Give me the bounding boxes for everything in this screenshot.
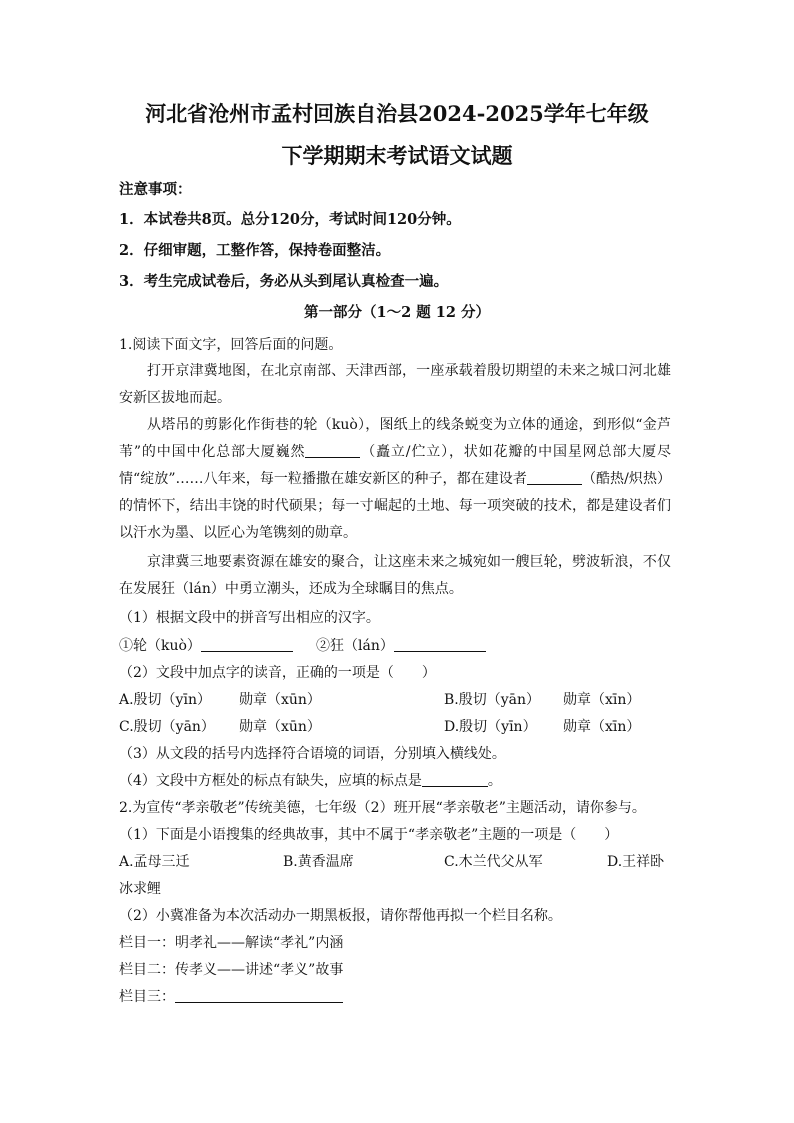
answer-blank[interactable]	[305, 443, 360, 458]
q1-option-b[interactable]: B.殷切（yān）	[444, 692, 541, 708]
q1-sub1-a	[119, 636, 293, 656]
answer-blank[interactable]	[175, 988, 343, 1003]
q1-sub4-text: （4）文段中方框处的标点有缺失，应填的标点是	[119, 773, 422, 789]
answer-blank[interactable]	[422, 772, 488, 787]
q1-sub3: （3）从文段的括号内选择符合语境的词语，分别填入横线处。	[119, 746, 506, 762]
q2-sub2: （2）小冀准备为本次活动办一期黑板报，请你帮他再拟一个栏目名称。	[119, 908, 562, 924]
q2-sub1: （1）下面是小语搜集的经典故事，其中不属于“孝亲敬老”主题的一项是（ ）	[119, 827, 619, 843]
answer-blank[interactable]	[394, 637, 486, 652]
notice-item: 1．本试卷共8页。总分120分，考试时间120分钟。	[119, 211, 461, 228]
q1-option-a[interactable]: A.殷切（yīn）	[119, 692, 211, 708]
notice-item: 2．仔细审题，工整作答，保持卷面整洁。	[119, 242, 391, 259]
q1-option-a-2: 勋章（xūn）	[239, 692, 321, 708]
q1-sub4-end: 。	[487, 773, 502, 789]
answer-blank[interactable]	[527, 470, 582, 485]
q1-option-b-2: 勋章（xīn）	[563, 692, 641, 708]
column-2: 栏目二：传孝义——讲述“孝义”故事	[119, 962, 344, 978]
section-heading: 第一部分（1～2 题 12 分）	[304, 304, 490, 321]
q1-paragraph-2	[119, 412, 671, 547]
column-3	[119, 987, 343, 1007]
q1-sub4	[119, 771, 502, 791]
q2-option-b[interactable]: B.黄香温席	[283, 854, 354, 870]
notice-item: 3．考生完成试卷后，务必从头到尾认真检查一遍。	[119, 273, 449, 290]
q1-paragraph-2-text: （酷热/炽热）的情怀下，结出丰饶的时代硕果；每一寸崛起的土地、每一项突破的技术，都是建设者们以汗水为墨、以匠心为笔镌刻的勋章。	[119, 471, 671, 541]
question-1-stem: 1.阅读下面文字，回答后面的问题。	[119, 337, 343, 353]
q1-option-d[interactable]: D.殷切（yīn）	[444, 719, 537, 735]
q2-option-a[interactable]: A.孟母三迁	[119, 854, 190, 870]
q2-option-d[interactable]: D.王祥卧	[607, 854, 665, 870]
q1-option-c[interactable]: C.殷切（yān）	[119, 719, 215, 735]
q1-sub1: （1）根据文段中的拼音写出相应的汉字。	[119, 610, 380, 626]
column-1: 栏目一：明孝礼——解读“孝礼”内涵	[119, 935, 344, 951]
q1-sub1-b	[316, 636, 486, 656]
notice-heading: 注意事项：	[119, 181, 192, 198]
question-2-stem: 2.为宣传“孝亲敬老”传统美德，七年级（2）班开展“孝亲敬老”主题活动，请你参与。	[119, 800, 646, 816]
q1-sub1-a-label: ①轮（kuò）	[119, 638, 201, 654]
q1-paragraph-2-text: 从塔吊的剪影化作街巷的轮（kuò），图纸上的线条蜕变为立体的通途，到形似“金芦苇”的中国中化总部大厦巍然	[119, 417, 671, 460]
q2-option-d-wrap: 冰求鲤	[119, 881, 161, 897]
exam-title-line1: 河北省沧州市孟村回族自治县2024-2025学年七年级	[145, 101, 649, 126]
q1-option-d-2: 勋章（xīn）	[563, 719, 641, 735]
q1-paragraph-1: 打开京津冀地图，在北京南部、天津西部，一座承载着殷切期望的未来之城口河北雄安新区拔地而起。	[119, 363, 671, 406]
q2-option-c[interactable]: C.木兰代父从军	[444, 854, 543, 870]
answer-blank[interactable]	[201, 637, 293, 652]
exam-title-line2: 下学期期末考试语文试题	[281, 143, 513, 168]
q1-paragraph-2-text: （矗立/伫立），状如花瓣的中国星网总部大厦尽情“绽放”……八年来，每一粒播撒在雄安新区的种子，都在建设者	[119, 444, 671, 487]
q1-sub2: （2）文段中加点字的读音，正确的一项是（ ）	[119, 665, 436, 681]
q1-paragraph-3: 京津冀三地要素资源在雄安的聚合，让这座未来之城宛如一艘巨轮，劈波斩浪，不仅在发展狂（lán）中勇立潮头，还成为全球瞩目的焦点。	[119, 554, 671, 597]
column-3-label: 栏目三：	[119, 989, 175, 1005]
q1-sub1-b-label: ②狂（lán）	[316, 638, 394, 654]
q1-option-c-2: 勋章（xūn）	[239, 719, 321, 735]
